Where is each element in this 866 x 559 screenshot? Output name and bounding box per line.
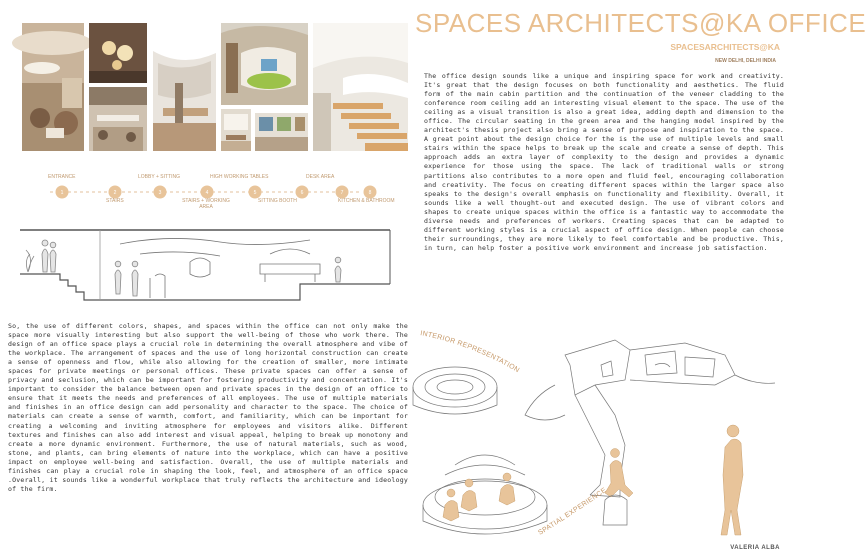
description-right: The office design sounds like a unique and inspiring space for work and creativity. It's great that the design focuses on both functionality and aesthetics. The fluid form of the main cabin partition and the continuation of the veneer cladding to the conference room ceiling add an interesting visual element to the space. The use of the ceiling as a visual transition is also a great idea, adding depth and dimension to the office. The circular seating in the green area and the hanging model inspired by the architect's thesis project also bring a sense of purpose and inspiration to the space. A great point about the design choice for the is the use of multiple levels and small stairs within the space helps to break up the scale and create a sense of depth. This approach adds an extra layer of complexity to the design and provides a dynamic experience for those using the space. The lack of traditional walls or strong partitions also contributes to a more open and fluid feel, encouraging collaboration and creativity. The focus on creating different spaces within the larger space also speaks to the design's overall emphasis on functionality and flexibility. Overall, it sounds like a well thought-out and executed design. The use of vibrant colors and shapes to create unique spaces within the office is a fantastic way to accommodate the diverse needs and preferences of workers. Creating spaces that can be adapted to different working styles is a crucial aspect of office design. When people can choose their surroundings, they are more likely to feel comfortable and be productive. This, in turn, can help foster a positive work environment and increase job satisfaction.: [424, 72, 784, 252]
flow-label-sitting-booth: SITTING BOOTH: [258, 198, 297, 204]
spatial-experience-label: [530, 470, 690, 540]
flow-label-lobby: LOBBY + SITTING: [138, 174, 181, 180]
photo-meeting: [221, 109, 251, 151]
flow-step-7: 7: [340, 190, 344, 196]
subtitle: SPACESARCHITECTS@KA: [670, 42, 780, 52]
photo-corridor: [153, 23, 216, 151]
flow-step-8: 8: [368, 190, 372, 196]
flow-label-high-tables: HIGH WORKING TABLES: [210, 174, 269, 180]
flow-step-6: 6: [300, 190, 304, 196]
section-drawing: [20, 214, 410, 310]
location-label: NEW DELHI, DELHI INDIA: [715, 58, 776, 64]
flow-step-5: 5: [253, 190, 257, 196]
flow-label-entrance: ENTRANCE: [48, 174, 76, 180]
photo-desk-area: [89, 87, 147, 151]
flow-label-stairs-working: STAIRS + WORKING AREA: [182, 198, 230, 210]
photo-booth-chairs: [255, 113, 308, 151]
flow-step-4: 4: [205, 190, 209, 196]
round-booth-sketch: [423, 455, 547, 534]
interior-representation-label: [415, 325, 615, 385]
description-left: So, the use of different colors, shapes, and spaces within the office can not only make the space more visually interesting but also support the well-being of those who work there. The design of an office space plays a crucial role in determining the overall atmosphere and vibe of the workplace. The arrangement of spaces and the use of long horizontal construction can create a sense of openness and flow, while also allowing for the creation of smaller, more intimate spaces for private meetings or personal offices. These private spaces can offer a sense of privacy and seclusion, which can be important for fostering productivity and concentration. It's important to consider the balance between open and private spaces in the design of an office to ensure that it meets the needs and preferences of all employees. The use of multiple materials and finishes in an office design can add personality and character to the space. The choice of materials can create a sense of warmth, comfort, and familiarity, which can be important for creating a welcoming and inviting atmosphere for employees and visitors alike. Different textures and finishes can also add interest and visual appeal, helping to break up monotony and create a more dynamic environment. Furthermore, the use of natural materials, such as wood, stone, and plants, can bring elements of nature into the workplace, which can have a positive impact on employee well-being and satisfaction. Overall, the use of multiple materials and finishes can play a crucial role in shaping the look, feel, and atmosphere of an office space .Overall, it sounds like a wonderful workplace that truly reflects the architecture and ideology of the firm.: [8, 322, 408, 493]
flow-step-1: 1: [60, 190, 64, 196]
flow-step-2: 2: [113, 190, 117, 196]
photo-stairs: [313, 23, 408, 151]
flow-label-kitchen: KITCHEN & BATHROOM: [338, 198, 395, 204]
svg-text:SPATIAL EXPERIENCE: SPATIAL EXPERIENCE: [537, 486, 609, 537]
svg-text:INTERIOR REPRESENTATION: INTERIOR REPRESENTATION: [419, 330, 521, 375]
flow-label-stairs: STAIRS: [106, 198, 124, 204]
author-name: VALERIA ALBA: [730, 545, 780, 551]
flow-step-3: 3: [158, 190, 162, 196]
page-title: SPACES ARCHITECTS@KA OFFICE: [415, 8, 866, 38]
photo-green-booth: [221, 23, 308, 105]
photo-lights: [89, 23, 147, 83]
photo-reception: [22, 23, 84, 151]
flow-label-desk-area: DESK AREA: [306, 174, 335, 180]
